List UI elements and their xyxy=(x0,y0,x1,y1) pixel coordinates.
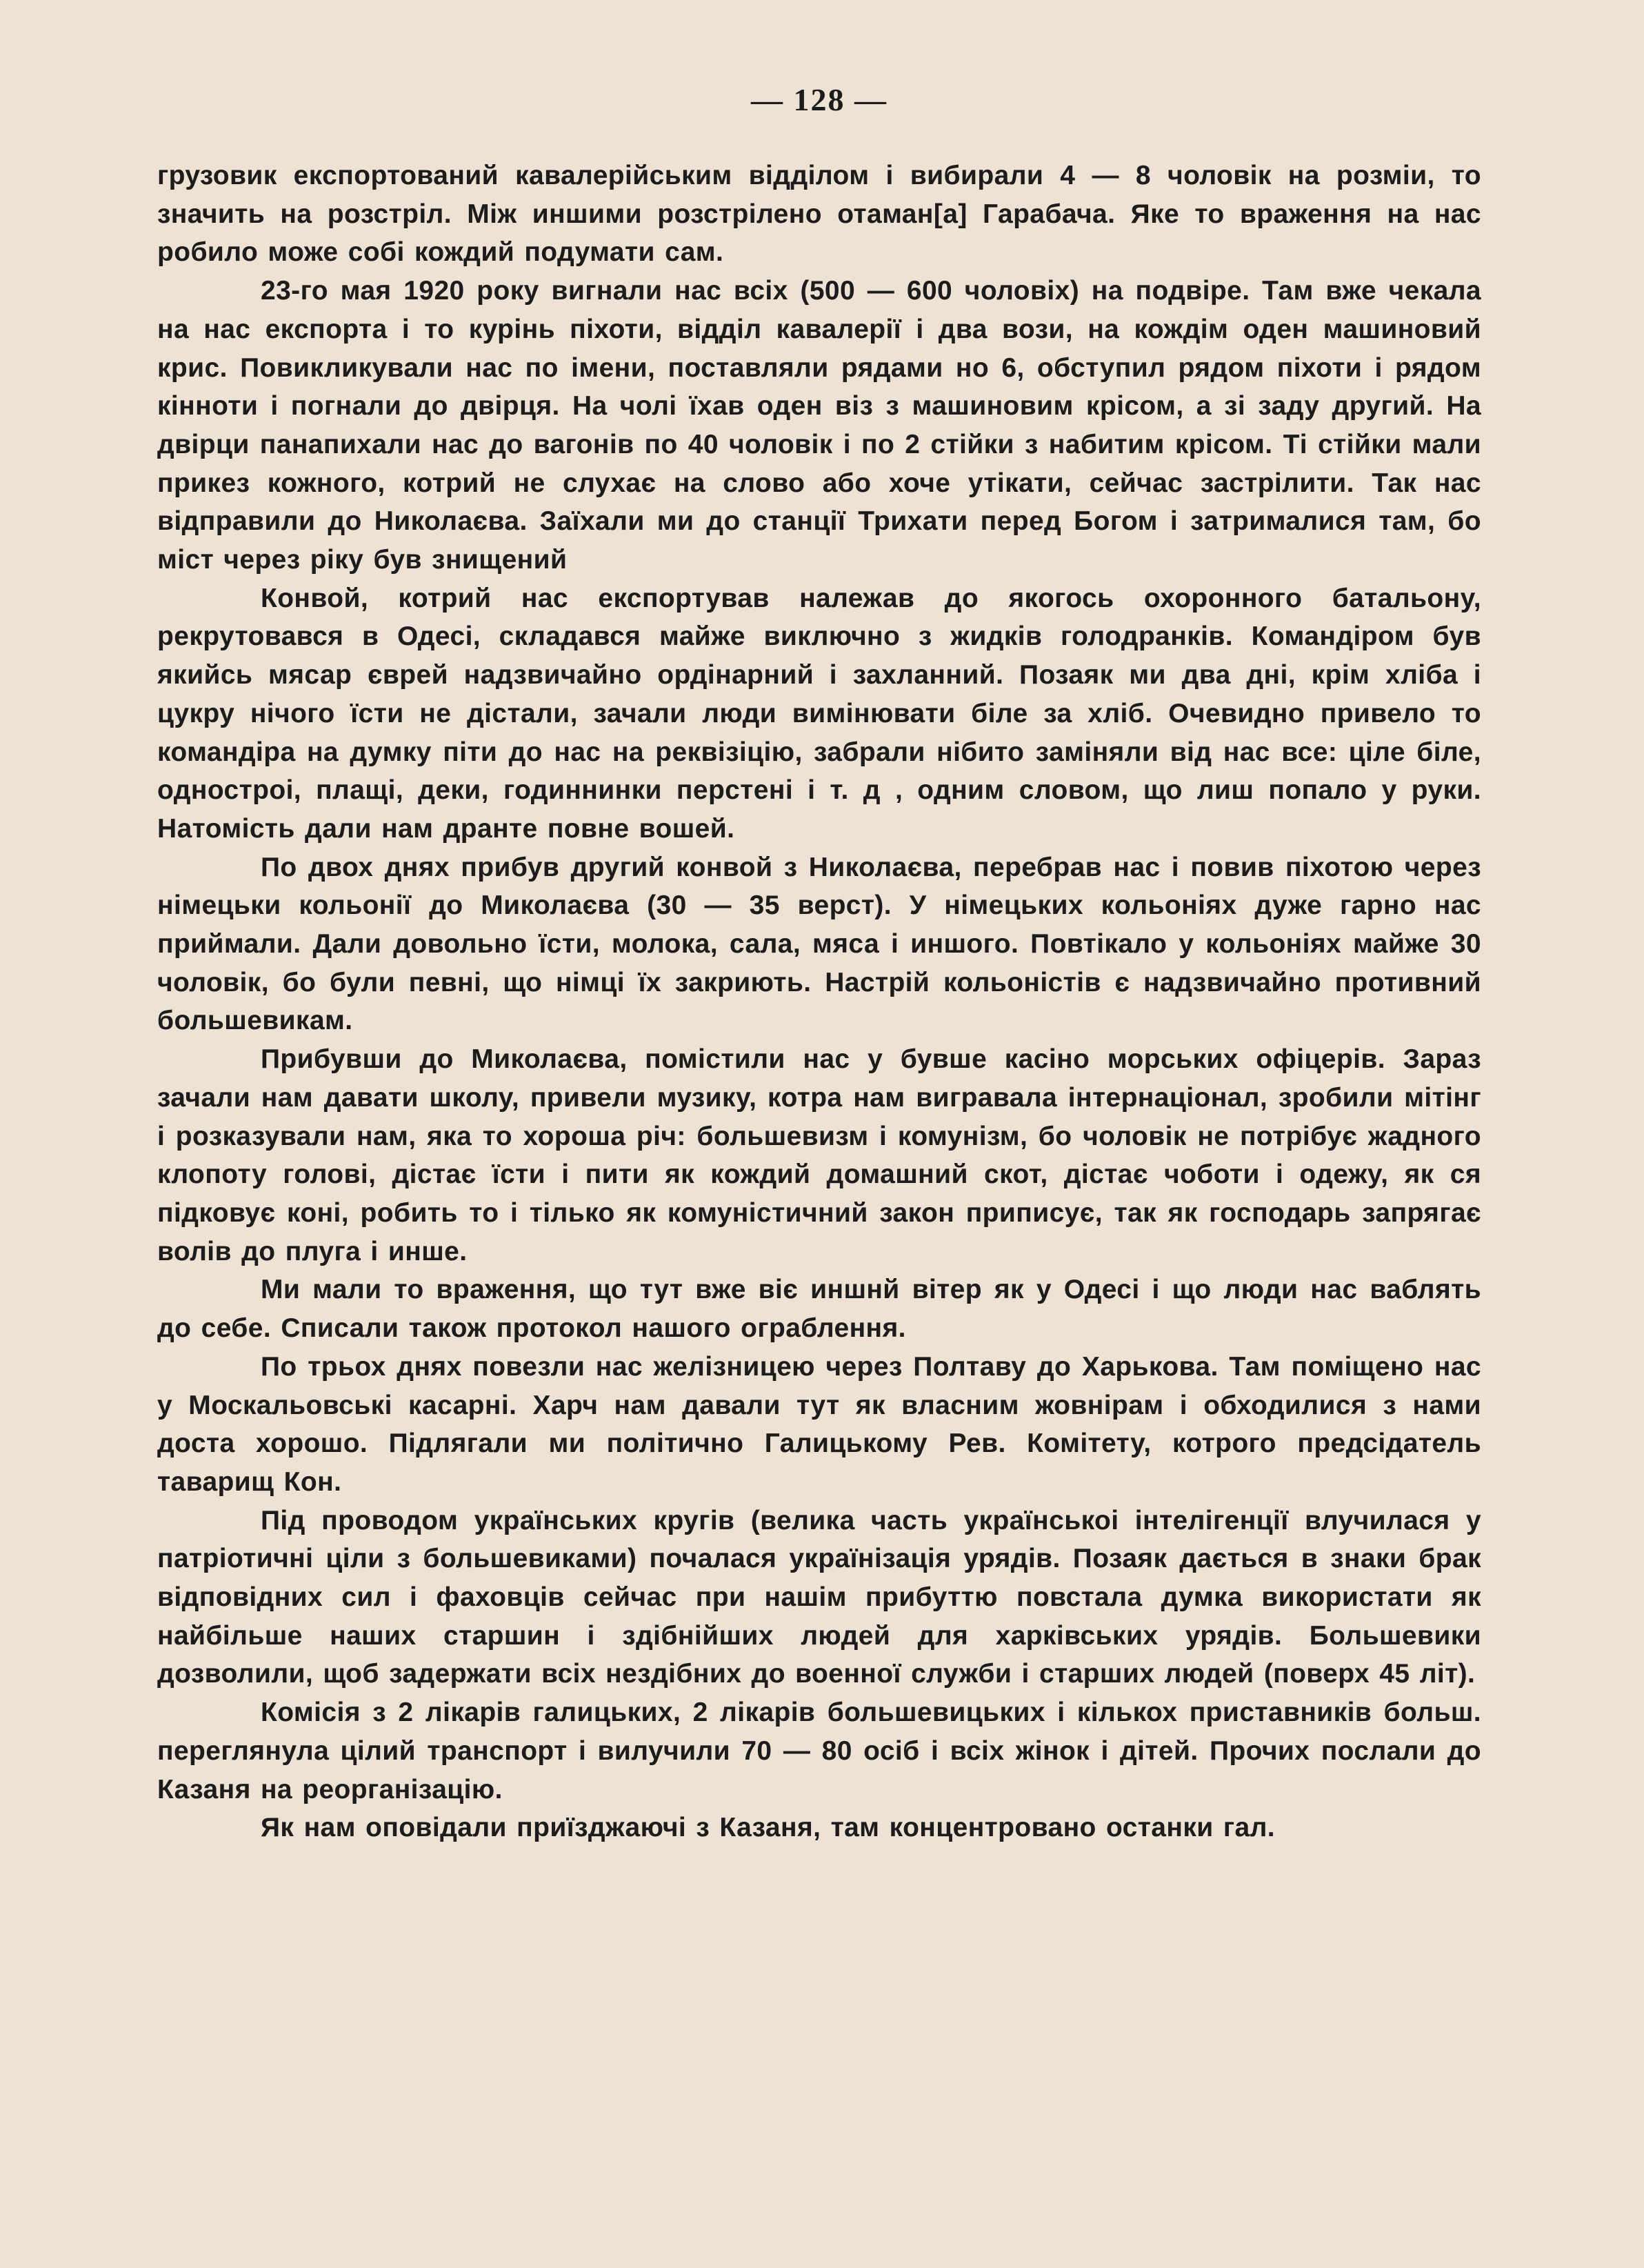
book-page xyxy=(157,81,1481,2220)
paragraph-7: По трьох днях повезли нас желізницею через Полтаву до Харькова. Там поміщено нас у Москальовські касарні. Харч нам давали тут як власним жовнірам і обходилися з нами доста хорошо. Підлягали ми політично Галицькому Рев. Комітету, котрого предсідатель таварищ Кон. xyxy=(157,1351,1481,1497)
paragraph-3: Конвой, котрий нас експортував належав до якогось охоронного батальону, рекрутовався в Одесі, складався майже виключно з жидків голодранків. Командіром був якийсь мясар єврей надзвичайно ордінарний і захланний. Позаяк ми два дні, крім хліба і цукру нічого їсти не дістали, зачали люди вимінювати біле за хліб. Очевидно привело то командіра на думку піти до нас на реквізіцію, забрали нібито заміняли від нас все: ціле біле, одностроі, плащі, деки, годиннинки перстені і т. д , одним словом, що лиш попало у руки. Натомість дали нам дранте повне вошей. xyxy=(157,583,1481,844)
paragraph-8: Під проводом українських кругів (велика часть українськоі інтелігенції влучилася у патріотичні ціли з большевиками) почалася українізація урядів. Позаяк дається в знаки брак відповідних сил і фаховців сейчас при нашім прибуттю повстала думка використати як найбільше наших старшин і здібнійших людей для харківських урядів. Большевики дозволили, щоб задержати всіх нездібних до военної служби і старших людей (поверх 45 літ). xyxy=(157,1505,1481,1689)
page-number: — 128 — xyxy=(751,82,888,117)
paragraph-2: 23-го мая 1920 року вигнали нас всіх (500 — 600 чоловіх) на подвіре. Там вже чекала на нас експорта і то курінь піхоти, відділ кавалерії і два вози, на кождім оден машиновий крис. Повикликували нас по імени, поставляли рядами но 6, обступил рядом піхоти і рядом кінноти і погнали до двірця. На чолі їхав оден віз з машиновим крісом, а зі заду другий. На двірци панапихали нас до вагонів по 40 чоловік і по 2 стійки з набитим крісом. Ті стійки мали прикез кожного, котрий не слухає на слово або хоче утікати, сейчас застрілити. Так нас відправили до Николаєва. Заїхали ми до станції Трихати перед Богом і затрималися там, бо міст через ріку був знищений xyxy=(157,276,1481,575)
paragraph-5: Прибувши до Миколаєва, помістили нас у бувше касіно морських офіцерів. Зараз зачали нам давати школу, привели музику, котра нам вигравала інтернаціонал, зробили мітінг і розказували нам, яка то хороша річ: большевизм і комунізм, бо чоловік не потрібує жадного клопоту голові, дістає їсти і пити як кождий домашний скот, дістає чоботи і одежу, як ся підковує коні, робить то і тілько як комуністичний закон приписує, так як господарь запрягає волів до плуга і инше. xyxy=(157,1044,1481,1266)
paragraph-4: По двох днях прибув другий конвой з Николаєва, перебрав нас і повив піхотою через німецьки кольонії до Миколаєва (30 — 35 верст). У німецьких кольоніях дуже гарно нас приймали. Дали довольно їсти, молока, сала, мяса і иншого. Повтікало у кольоніях майже 30 чоловік, бо були певні, що німці їх закриють. Настрій кольоністів є надзвичайно противний большевикам. xyxy=(157,852,1481,1036)
paragraph-6: Ми мали то враження, що тут вже віє иншнй вітер як у Одесі і що люди нас ваблять до себе. Списали також протокол нашого ограблення. xyxy=(157,1275,1481,1344)
paragraph-1: грузовик експортований кавалерійським відділом і вибирали 4 — 8 чоловік на розміи, то значить на розстріл. Між иншими розстрілено отаман[а] Гарабача. Яке то враження на нас робило може собі кождий подумати сам. xyxy=(157,161,1481,268)
paragraph-10: Як нам оповідали приїзджаючі з Казаня, там концентровано останки гал. xyxy=(261,1813,1275,1843)
paragraph-9: Комісія з 2 лікарів галицьких, 2 лікарів большевицьких і кількох приставників больш. переглянула цілий транспорт і вилучили 70 — 80 осіб і всіх жінок і дітей. Прочих послали до Казаня на реорганізацію. xyxy=(157,1698,1481,1804)
